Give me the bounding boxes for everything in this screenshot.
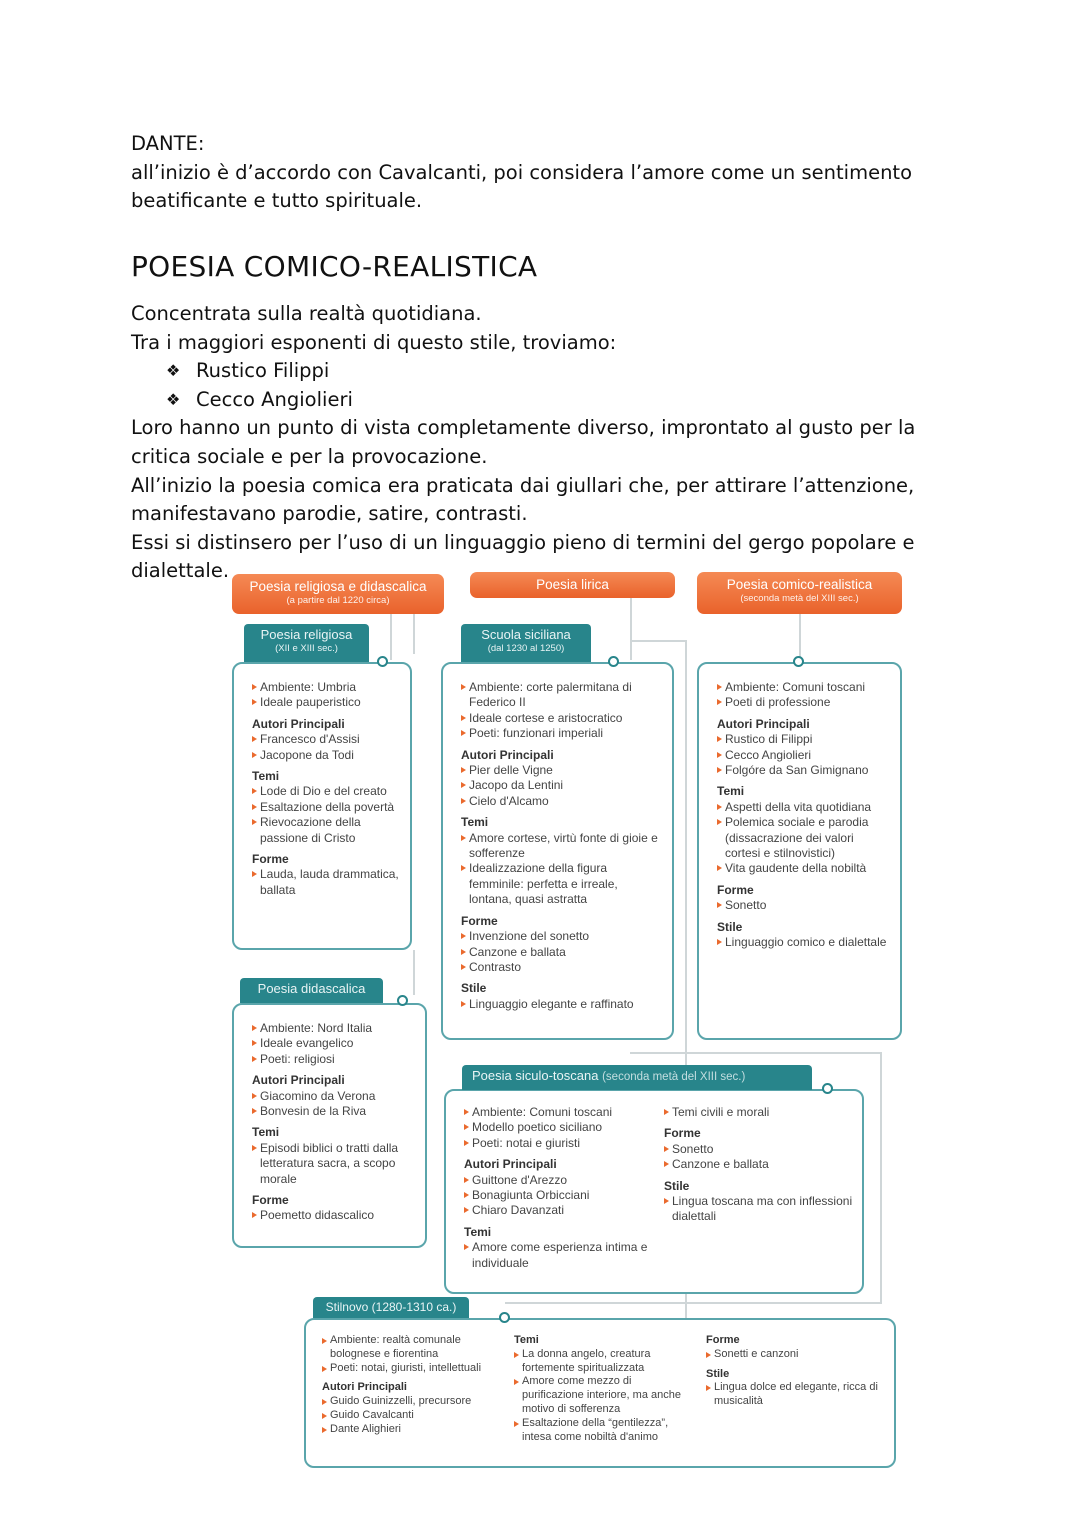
tab-scuola-siciliana: Scuola siciliana (dal 1230 al 1250) — [461, 624, 591, 662]
list-item: ❖ Rustico Filippi — [131, 357, 931, 386]
tab-siculo-toscana: Poesia siculo-toscana (seconda metà del XIII sec.) — [462, 1065, 812, 1090]
paragraph-5-line-2: dialettale. — [131, 559, 230, 583]
paragraph-1: Concentrata sulla realtà quotidiana. — [131, 302, 482, 325]
connector-line — [505, 1302, 882, 1304]
diamond-bullet-icon: ❖ — [166, 361, 181, 381]
dante-line-1: all’inizio è d’accordo con Cavalcanti, poi considera l’amore come un sentimento — [131, 160, 912, 184]
box-stilnovo — [304, 1318, 896, 1468]
paragraph-3-line-1: Loro hanno un punto di vista completamente diverso, improntato al gusto per la — [131, 416, 916, 440]
connector-line — [413, 614, 415, 654]
box-scuola-siciliana: Ambiente: corte palermitana di Federico II Ideale cortese e aristocratico Poeti: funzionari imperiali Autori Principali Pier delle Vigne Jacopo da Lentini Cielo d'Alcamo Temi Amore cortese, virtù fonte di gioie e sofferenze Idealizzazione della figura femminile: perfetta e irreale, lontana, quasi astratta Forme Invenzione del sonetto Canzone e ballata Contrasto Stile Linguaggio elegante e raffinato — [441, 662, 674, 1040]
tab-poesia-religiosa: Poesia religiosa (XII e XIII sec.) — [244, 624, 369, 662]
connector-dot-icon — [397, 995, 408, 1006]
connector-line — [630, 640, 685, 642]
connector-line — [880, 1052, 882, 1302]
stilnovo-col-1: Ambiente: realtà comunale bolognese e fiorentina Poeti: notai, giuristi, intellettuali Autori Principali Guido Guinizzelli, precursore Guido Cavalcanti Dante Alighieri — [322, 1334, 502, 1437]
connector-line — [390, 614, 392, 660]
box-comico-realistica: Ambiente: Comuni toscani Poeti di professione Autori Principali Rustico di Filippi Cecco Angiolieri Folgóre da San Gimignano Temi Aspetti della vita quotidiana Polemica sociale e parodia (dissacrazione dei valori cortesi e stilnovistici) Vita gaudente della nobiltà Forme Sonetto Stile Linguaggio comico e dialettale — [697, 662, 902, 1040]
siculo-col-2: Temi civili e morali Forme Sonetto Canzone e ballata Stile Lingua toscana ma con inflessioni dialettali — [664, 1105, 853, 1224]
paragraph-3-line-2: critica sociale e per la provocazione. — [131, 444, 488, 468]
paragraph-4-line-1: All’inizio la poesia comica era praticata dai giullari che, per attirare l’attenzione, — [131, 473, 915, 497]
stilnovo-col-3: Forme Sonetti e canzoni Stile Lingua dolce ed elegante, ricca di musicalità — [706, 1334, 886, 1409]
header-lirica: Poesia lirica — [470, 572, 675, 598]
author-list — [131, 357, 931, 414]
connector-line — [799, 614, 801, 660]
connector-line — [630, 598, 632, 660]
dante-section — [131, 130, 931, 216]
box-siculo-toscana — [444, 1089, 864, 1294]
paragraph-2: Tra i maggiori esponenti di questo stile, troviamo: — [131, 330, 617, 354]
header-religiosa-didascalica: Poesia religiosa e didascalica (a partire dal 1220 circa) — [232, 574, 444, 614]
connector-line — [413, 950, 415, 995]
diamond-bullet-icon: ❖ — [166, 389, 181, 409]
connector-dot-icon — [608, 656, 619, 667]
connector-dot-icon — [793, 656, 804, 667]
dante-line-2: beatificante e tutto spirituale. — [131, 189, 423, 213]
box-poesia-didascalica: Ambiente: Nord Italia Ideale evangelico Poeti: religiosi Autori Principali Giacomino da Verona Bonvesin de la Riva Temi Episodi biblici o tratti dalla letteratura sacra, a scopo morale Forme Poemetto didascalico — [232, 1003, 427, 1248]
paragraph-4-line-2: manifestavano parodie, satire, contrasti. — [131, 502, 528, 526]
connector-dot-icon — [499, 1312, 510, 1323]
section-heading: POESIA COMICO-REALISTICA — [131, 250, 538, 283]
list-item: ❖ Cecco Angiolieri — [131, 386, 931, 415]
header-comico-realistica: Poesia comico-realistica (seconda metà del XIII sec.) — [697, 572, 902, 614]
body-text — [131, 300, 931, 586]
paragraph-5-line-1: Essi si distinsero per l’uso di un linguaggio pieno di termini del gergo popolare e — [131, 530, 915, 554]
connector-dot-icon — [377, 656, 388, 667]
tab-stilnovo: Stilnovo (1280-1310 ca.) — [313, 1297, 469, 1318]
connector-dot-icon — [822, 1083, 833, 1094]
siculo-col-1: Ambiente: Comuni toscani Modello poetico siciliano Poeti: notai e giuristi Autori Principali Guittone d'Arezzo Bonagiunta Orbicciani Chiaro Davanzati Temi Amore come esperienza intima e individuale — [464, 1105, 648, 1270]
connector-line — [630, 1052, 880, 1054]
box-poesia-religiosa: Ambiente: Umbria Ideale pauperistico Autori Principali Francesco d'Assisi Jacopone da Todi Temi Lode di Dio e del creato Esaltazione della povertà Rievocazione della passione di Cristo Forme Lauda, lauda drammatica, ballata — [232, 662, 412, 950]
stilnovo-col-2: Temi La donna angelo, creatura fortemente spiritualizzata Amore come mezzo di purificazione interiore, ma anche motivo di sofferenza Esaltazione della “gentilezza”, intesa come nobiltà d'animo — [514, 1334, 694, 1444]
tab-poesia-didascalica: Poesia didascalica — [240, 978, 383, 1003]
dante-title: DANTE: — [131, 132, 205, 155]
